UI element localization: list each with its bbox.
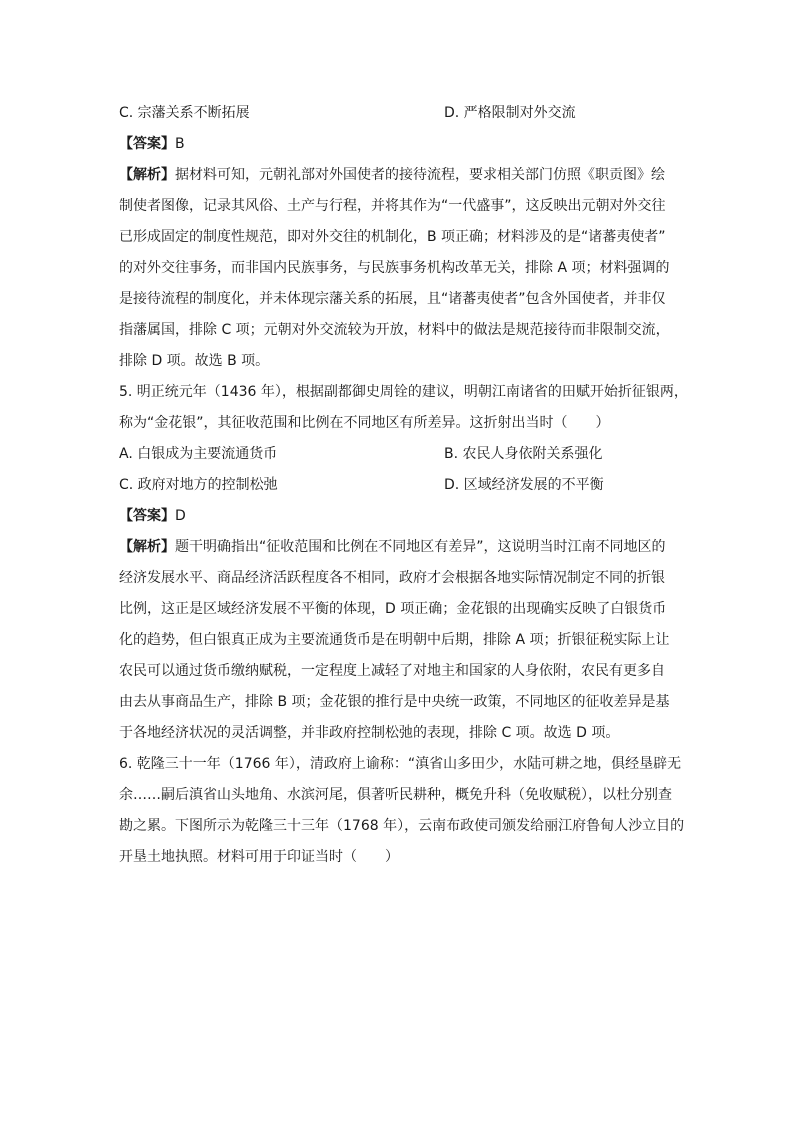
document-body (119, 98, 688, 873)
q4-analysis-line-5: 是接待流程的制度化，并未体现宗藩关系的拓展，且“诸蕃夷使者”包含外国使者，并非仅 (119, 291, 666, 307)
q4-answer-tag: 【答案】 (119, 136, 175, 152)
q5-analysis-line-4: 化的趋势，但白银真正成为主要流通货币是在明朝中后期，排除 A 项；折银征税实际上让 (119, 632, 670, 648)
q6-stem-line-3: 勘之累。下图所示为乾隆三十三年（1768 年），云南布政使司颁发给丽江府鲁甸人沙立目的 (119, 818, 685, 834)
q4-answer-value: B (175, 136, 185, 152)
q5-stem-line-1: 5. 明正统元年（1436 年），根据副都御史周铨的建议，明朝江南诸省的田赋开始折征银两， (119, 384, 688, 400)
q4-analysis-tag: 【解析】 (119, 167, 175, 183)
q6-stem-line-2: 余……嗣后滇省山头地角、水滨河尾，俱著听民耕种，概免升科（免收赋税），以杜分别查 (119, 787, 672, 803)
q4-analysis-line-4: 的对外交往事务，而非国内民族事务，与民族事务机构改革无关，排除 A 项；材料强调的 (119, 260, 670, 276)
q5-answer-tag: 【答案】 (119, 508, 175, 524)
q5-option-c: C. 政府对地方的控制松弛 (119, 477, 278, 493)
q4-options-row (119, 98, 684, 129)
q5-analysis-tag: 【解析】 (119, 539, 175, 555)
q5-analysis-text-1: 题干明确指出“征收范围和比例在不同地区有差异”，这说明当时江南不同地区的 (175, 539, 666, 555)
q4-analysis-line-6: 指藩属国，排除 C 项；元朝对外交流较为开放，材料中的做法是规范接待而非限制交流， (119, 322, 670, 338)
q5-option-a: A. 白银成为主要流通货币 (119, 446, 278, 462)
q5-analysis-line-5: 农民可以通过货币缴纳赋税，一定程度上减轻了对地主和国家的人身依附，农民有更多自 (119, 663, 665, 679)
q4-analysis-line-7: 排除 D 项。故选 B 项。 (119, 353, 270, 369)
q5-analysis-line-6: 由去从事商品生产，排除 B 项；金花银的推行是中央统一政策，不同地区的征收差异是基 (119, 694, 670, 710)
q5-analysis-line-2: 经济发展水平、商品经济活跃程度各不相同，政府才会根据各地实际情况制定不同的折银 (119, 570, 665, 586)
q6-stem-line-1: 6. 乾隆三十一年（1766 年），清政府上谕称：“滇省山多田少，水陆可耕之地，俱经垦辟无 (119, 756, 682, 772)
q4-analysis-line-2: 制使者图像，记录其风俗、土产与行程，并将其作为“一代盛事”，这反映出元朝对外交往 (119, 198, 666, 214)
q4-analysis-line-3: 已形成固定的制度性规范，即对外交往的机制化，B 项正确；材料涉及的是“诸蕃夷使者” (119, 229, 666, 245)
q5-stem-line-2: 称为“金花银”，其征收范围和比例在不同地区有所差异。这折射出当时（ ） (119, 415, 610, 431)
q5-option-b: B. 农民人身依附关系强化 (444, 446, 603, 462)
q4-answer (119, 129, 684, 160)
q5-answer (119, 501, 684, 532)
q5-analysis-line-1 (119, 532, 684, 563)
q5-analysis-line-3: 比例，这正是区域经济发展不平衡的体现，D 项正确；金花银的出现确实反映了白银货币 (119, 601, 667, 617)
q5-answer-value: D (175, 508, 186, 524)
q6-stem-line-4: 开垦土地执照。材料可用于印证当时（ ） (119, 849, 399, 865)
q5-options-row-1 (119, 439, 684, 470)
q5-option-d: D. 区域经济发展的不平衡 (444, 477, 604, 493)
q5-analysis-line-7: 于各地经济状况的灵活调整，并非政府控制松弛的表现，排除 C 项。故选 D 项。 (119, 725, 620, 741)
q5-options-row-2 (119, 470, 684, 501)
q4-analysis-text-1: 据材料可知，元朝礼部对外国使者的接待流程，要求相关部门仿照《职贡图》绘 (175, 167, 665, 183)
q4-option-c: C. 宗藩关系不断拓展 (119, 105, 250, 121)
q4-analysis-line-1 (119, 160, 684, 191)
q4-option-d: D. 严格限制对外交流 (444, 105, 576, 121)
